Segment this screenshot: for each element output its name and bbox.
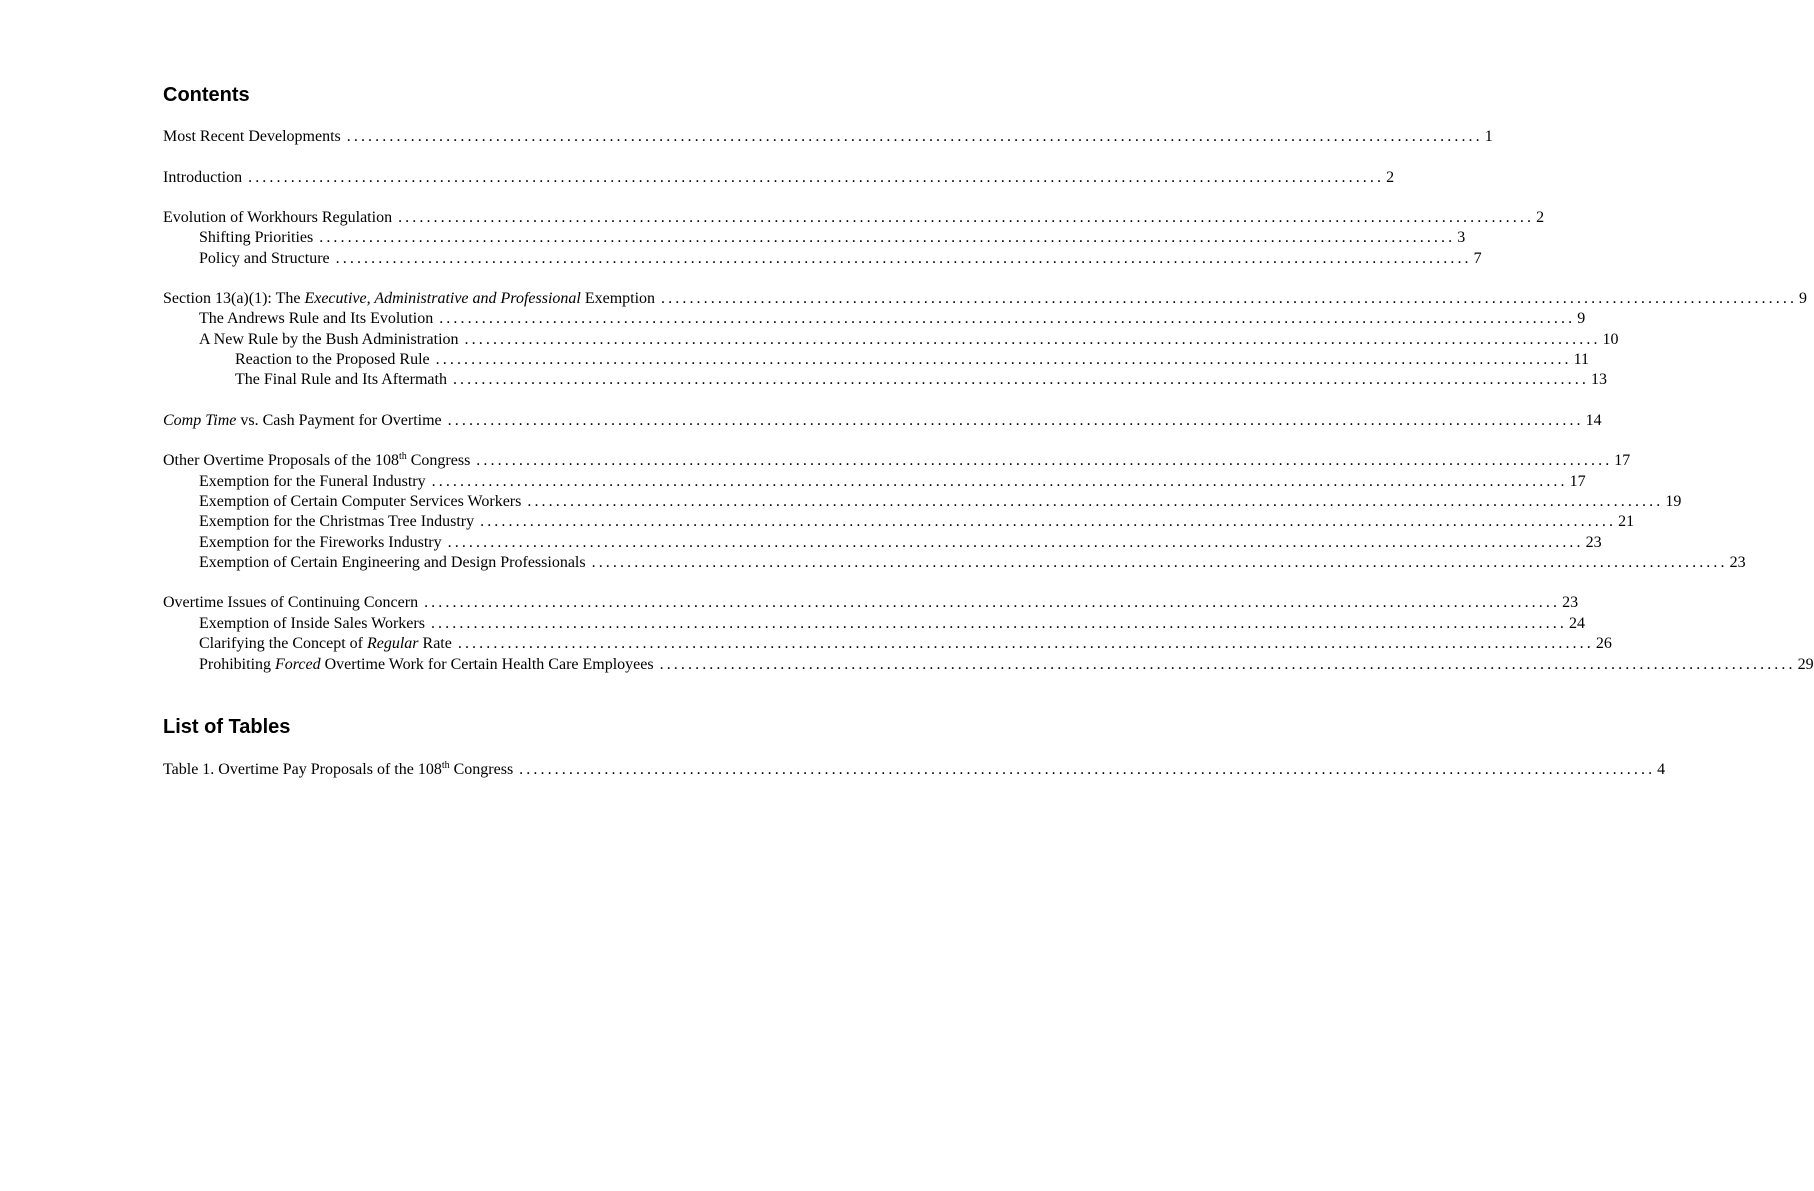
toc-entry-title (163, 127, 347, 147)
toc-entry-title (163, 289, 661, 309)
dot-leader: ................................................................................................................................................................ (447, 412, 1584, 429)
toc-entry-title (199, 533, 448, 553)
dot-leader: ................................................................................................................................................................ (527, 493, 1664, 510)
title-text: Exemption (580, 290, 656, 307)
toc-entry-page-number: 19 (1665, 493, 1682, 510)
toc-entry-page-number: 23 (1729, 554, 1746, 571)
toc-entry-page-number: 2 (1386, 169, 1395, 186)
toc-entry-title (235, 370, 453, 390)
toc-entry[interactable] (199, 309, 1586, 329)
toc-entry-title (163, 168, 248, 188)
title-text: The Andrews Rule and Its Evolution (199, 310, 434, 327)
toc-entry[interactable] (163, 411, 1602, 431)
dot-leader: ................................................................................................................................................................ (659, 656, 1796, 673)
title-text: Overtime Work for Certain Health Care Employees (320, 656, 654, 673)
dot-leader: ................................................................................................................................................................ (519, 761, 1656, 778)
superscript-text: th (441, 760, 450, 771)
toc-entry-title (199, 614, 431, 634)
toc-entry[interactable] (199, 228, 1466, 248)
dot-leader: ................................................................................................................................................................ (430, 615, 1567, 632)
dot-leader: ................................................................................................................................................................ (248, 169, 1385, 186)
title-text: Exemption of Certain Engineering and Design Professionals (199, 554, 586, 571)
dot-leader: ................................................................................................................................................................ (457, 635, 1594, 652)
toc-entry-title (199, 655, 660, 675)
toc-entry[interactable] (163, 168, 1395, 188)
title-text: Reaction to the Proposed Rule (235, 351, 430, 368)
dot-leader: ................................................................................................................................................................ (480, 513, 1617, 530)
title-text: Evolution of Workhours Regulation (163, 209, 393, 226)
title-text: A New Rule by the Bush Administration (199, 331, 459, 348)
toc-entry-page-number: 26 (1595, 635, 1612, 652)
title-text: Exemption of Inside Sales Workers (199, 615, 425, 632)
contents-heading: Contents (163, 84, 250, 106)
dot-leader: ................................................................................................................................................................ (335, 250, 1472, 267)
italic-text: Regular (366, 635, 419, 652)
list-of-tables-heading: List of Tables (163, 716, 291, 738)
toc-entry-title (199, 330, 465, 350)
dot-leader: ................................................................................................................................................................ (439, 310, 1576, 327)
toc-entry-page-number: 10 (1602, 331, 1619, 348)
title-text: Shifting Priorities (199, 229, 314, 246)
title-text: Exemption for the Fireworks Industry (199, 534, 442, 551)
title-text: vs. Cash Payment for Overtime (236, 412, 442, 429)
toc-entry[interactable] (163, 760, 1666, 780)
toc-entry[interactable] (163, 208, 1545, 228)
dot-leader: ................................................................................................................................................................ (476, 452, 1613, 469)
toc-entry-page-number: 14 (1585, 412, 1602, 429)
title-text: Table 1. Overtime Pay Proposals of the 108 (163, 761, 442, 778)
title-text: Prohibiting (199, 656, 276, 673)
toc-entry-title (163, 411, 448, 431)
dot-leader: ................................................................................................................................................................ (398, 209, 1535, 226)
toc-entry-page-number: 21 (1618, 513, 1635, 530)
title-text: Exemption for the Christmas Tree Industry (199, 513, 475, 530)
toc-entry[interactable] (235, 370, 1607, 390)
toc-entry-page-number: 7 (1473, 250, 1482, 267)
title-text: Section 13(a)(1): The (163, 290, 305, 307)
dot-leader: ................................................................................................................................................................ (319, 229, 1456, 246)
toc-entry-page-number: 9 (1577, 310, 1586, 327)
toc-entry[interactable] (199, 330, 1619, 350)
toc-entry[interactable] (199, 553, 1746, 573)
italic-text: Forced (275, 656, 321, 673)
dot-leader: ................................................................................................................................................................ (661, 290, 1798, 307)
toc-entry-title (199, 492, 527, 512)
toc-entry-title (163, 593, 424, 613)
toc-entry-page-number: 17 (1614, 452, 1631, 469)
title-text: Congress (406, 452, 471, 469)
title-text: Rate (418, 635, 452, 652)
toc-entry-page-number: 17 (1569, 473, 1586, 490)
toc-entry-page-number: 13 (1590, 371, 1607, 388)
title-text: The Final Rule and Its Aftermath (235, 371, 447, 388)
dot-leader: ................................................................................................................................................................ (424, 594, 1561, 611)
toc-entry[interactable] (199, 492, 1682, 512)
toc-entry-title (235, 350, 436, 370)
italic-text: Executive, Administrative and Professional (304, 290, 581, 307)
toc-entry-title (199, 249, 336, 269)
title-text: Exemption of Certain Computer Services Workers (199, 493, 522, 510)
toc-entry[interactable] (199, 249, 1482, 269)
dot-leader: ................................................................................................................................................................ (431, 473, 1568, 490)
toc-entry[interactable] (163, 289, 1808, 309)
toc-entry[interactable] (163, 593, 1579, 613)
toc-entry-page-number: 23 (1562, 594, 1579, 611)
toc-entry[interactable] (199, 614, 1585, 634)
title-text: Exemption for the Funeral Industry (199, 473, 426, 490)
superscript-text: th (398, 451, 407, 462)
toc-entry-page-number: 24 (1568, 615, 1585, 632)
dot-leader: ................................................................................................................................................................ (591, 554, 1728, 571)
title-text: Most Recent Developments (163, 128, 341, 145)
toc-entry-title (199, 472, 432, 492)
title-text: Overtime Issues of Continuing Concern (163, 594, 419, 611)
toc-entry[interactable] (199, 655, 1814, 675)
toc-entry-page-number: 2 (1536, 209, 1545, 226)
toc-entry-title (163, 208, 398, 228)
title-text: Policy and Structure (199, 250, 330, 267)
dot-leader: ................................................................................................................................................................ (435, 351, 1572, 368)
toc-entry[interactable] (199, 512, 1635, 532)
toc-entry-page-number: 4 (1657, 761, 1666, 778)
toc-entry-title (163, 760, 519, 780)
italic-text: Comp Time (163, 412, 237, 429)
title-text: Clarifying the Concept of (199, 635, 367, 652)
toc-entry[interactable] (163, 127, 1493, 147)
toc-entry-page-number: 9 (1799, 290, 1808, 307)
toc-entry-page-number: 3 (1457, 229, 1466, 246)
toc-entry-page-number: 29 (1797, 656, 1814, 673)
toc-entry-title (163, 451, 476, 471)
toc-entry[interactable] (235, 350, 1590, 370)
toc-entry-page-number: 1 (1484, 128, 1493, 145)
title-text: Other Overtime Proposals of the 108 (163, 452, 399, 469)
toc-entry-title (199, 228, 319, 248)
toc-entry[interactable] (199, 634, 1612, 654)
toc-entry-title (199, 553, 592, 573)
dot-leader: ................................................................................................................................................................ (346, 128, 1483, 145)
dot-leader: ................................................................................................................................................................ (452, 371, 1589, 388)
toc-entry-title (199, 512, 480, 532)
toc-entry[interactable] (199, 472, 1586, 492)
toc-entry[interactable] (163, 451, 1631, 471)
title-text: Introduction (163, 169, 243, 186)
toc-entry-page-number: 23 (1585, 534, 1602, 551)
toc-entry[interactable] (199, 533, 1602, 553)
dot-leader: ................................................................................................................................................................ (447, 534, 1584, 551)
title-text: Congress (449, 761, 514, 778)
toc-entry-page-number: 11 (1573, 351, 1590, 368)
toc-entry-title (199, 309, 439, 329)
toc-entry-title (199, 634, 458, 654)
dot-leader: ................................................................................................................................................................ (464, 331, 1601, 348)
